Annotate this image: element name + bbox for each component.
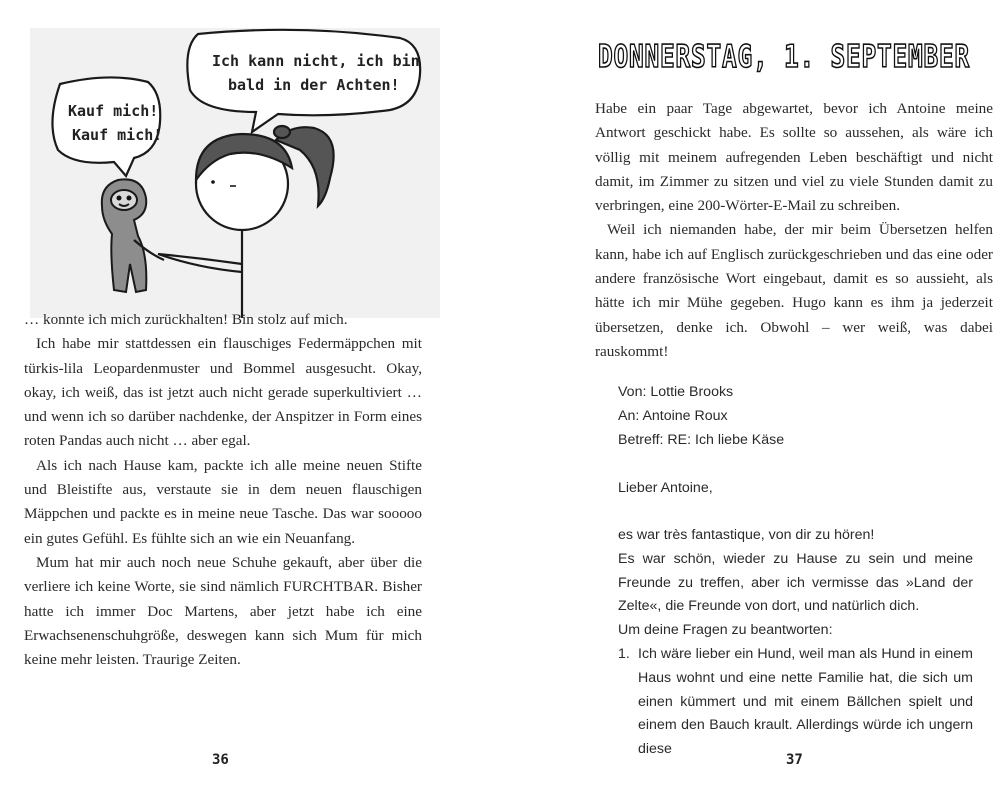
bubble-right-line1: Ich kann nicht, ich bin	[212, 52, 420, 70]
paragraph: … konnte ich mich zurückhalten! Bin stolz auf mich.	[24, 311, 348, 328]
bubble-right-line2: bald in der Achten!	[228, 76, 400, 94]
right-page-text	[595, 97, 993, 364]
email-line: Um deine Fragen zu beantworten:	[618, 622, 833, 639]
list-number: 1.	[618, 645, 630, 662]
paragraph: Ich habe mir stattdessen ein flauschiges Federmäppchen mit türkis-lila Leopardenmuster und Bommel ausgesucht. Okay, okay, ich weiß, das ist jetzt auch nicht gerade superkultiviert … und wenn ich so darüber nachdenke, der Anspitzer in Form eines roten Pandas auch nicht … aber egal.	[24, 335, 422, 450]
title-text: DONNERSTAG, 1. SEPTEMBER	[598, 39, 970, 75]
left-page-text	[24, 308, 422, 672]
email-header	[618, 381, 973, 452]
email-line: es war très fantastique, von dir zu hören!	[618, 527, 875, 543]
email-body	[618, 524, 973, 762]
page-number-left: 36	[212, 752, 229, 768]
email-from: Von: Lottie Brooks	[618, 384, 734, 400]
cartoon-illustration	[30, 28, 440, 318]
email-to: An: Antoine Roux	[618, 407, 728, 424]
email-line: Es war schön, wieder zu Hause zu sein und meine Freunde zu treffen, aber ich vermisse das »Land der Zelte«, die Freunde von dort, und natürlich dich.	[618, 550, 973, 615]
paragraph: Weil ich niemanden habe, der mir beim Übersetzen helfen kann, habe ich auf Englisch zurückgeschrieben und das eine oder andere französische Wort eingebaut, damit es so aussieht, als hätte ich mir Mühe gegeben. Hugo kann es ihm ja jederzeit übersetzen, denke ich. Obwohl – wer weiß, was dabei rauskommt!	[595, 221, 993, 360]
paragraph: Als ich nach Hause kam, packte ich alle meine neuen Stifte und Bleistifte aus, verstaute sie in dem neuen flauschigen Mäppchen und packte es in meine neue Tasche. Das war sooooo ein gutes Gefühl. Es fühlte sich an wie ein Neuanfang.	[24, 456, 422, 547]
list-text: Ich wäre lieber ein Hund, weil man als Hund in einem Haus wohnt und eine nette Familie hat, die sich um einen kümmert und mit einem Bällchen spielt und einem den Bauch krault. Allerdings würde ich ungern diese	[638, 645, 973, 758]
page-number-right: 37	[786, 752, 803, 768]
list-item	[618, 643, 973, 762]
bubble-left-line1: Kauf mich!	[68, 102, 159, 120]
paragraph: Mum hat mir auch noch neue Schuhe gekauft, aber über die verliere ich keine Worte, sie sind nämlich FURCHTBAR. Bisher hatte ich immer Doc Martens, aber jetzt habe ich eine Erwachsenenschuhgröße, deswegen kann sich Mum für mich keine mehr leisten. Traurige Zeiten.	[24, 553, 422, 669]
email-greeting: Lieber Antoine,	[618, 480, 713, 496]
email-subject: Betreff: RE: Ich liebe Käse	[618, 431, 785, 448]
paragraph: Habe ein paar Tage abgewartet, bevor ich Antoine meine Antwort geschickt habe. Es sollte so aussehen, als wäre ich völlig mit meinem aufregenden Leben beschäftigt und nicht damit, im Zimmer zu sitzen und viel zu viele Stunden damit zu verbringen, eine 200-Wörter-E-Mail zu schreiben.	[595, 100, 993, 215]
email-greeting-block	[618, 477, 973, 501]
bubble-left-line2: Kauf mich!	[72, 126, 163, 144]
page-title	[596, 34, 976, 78]
right-page	[500, 0, 1000, 800]
